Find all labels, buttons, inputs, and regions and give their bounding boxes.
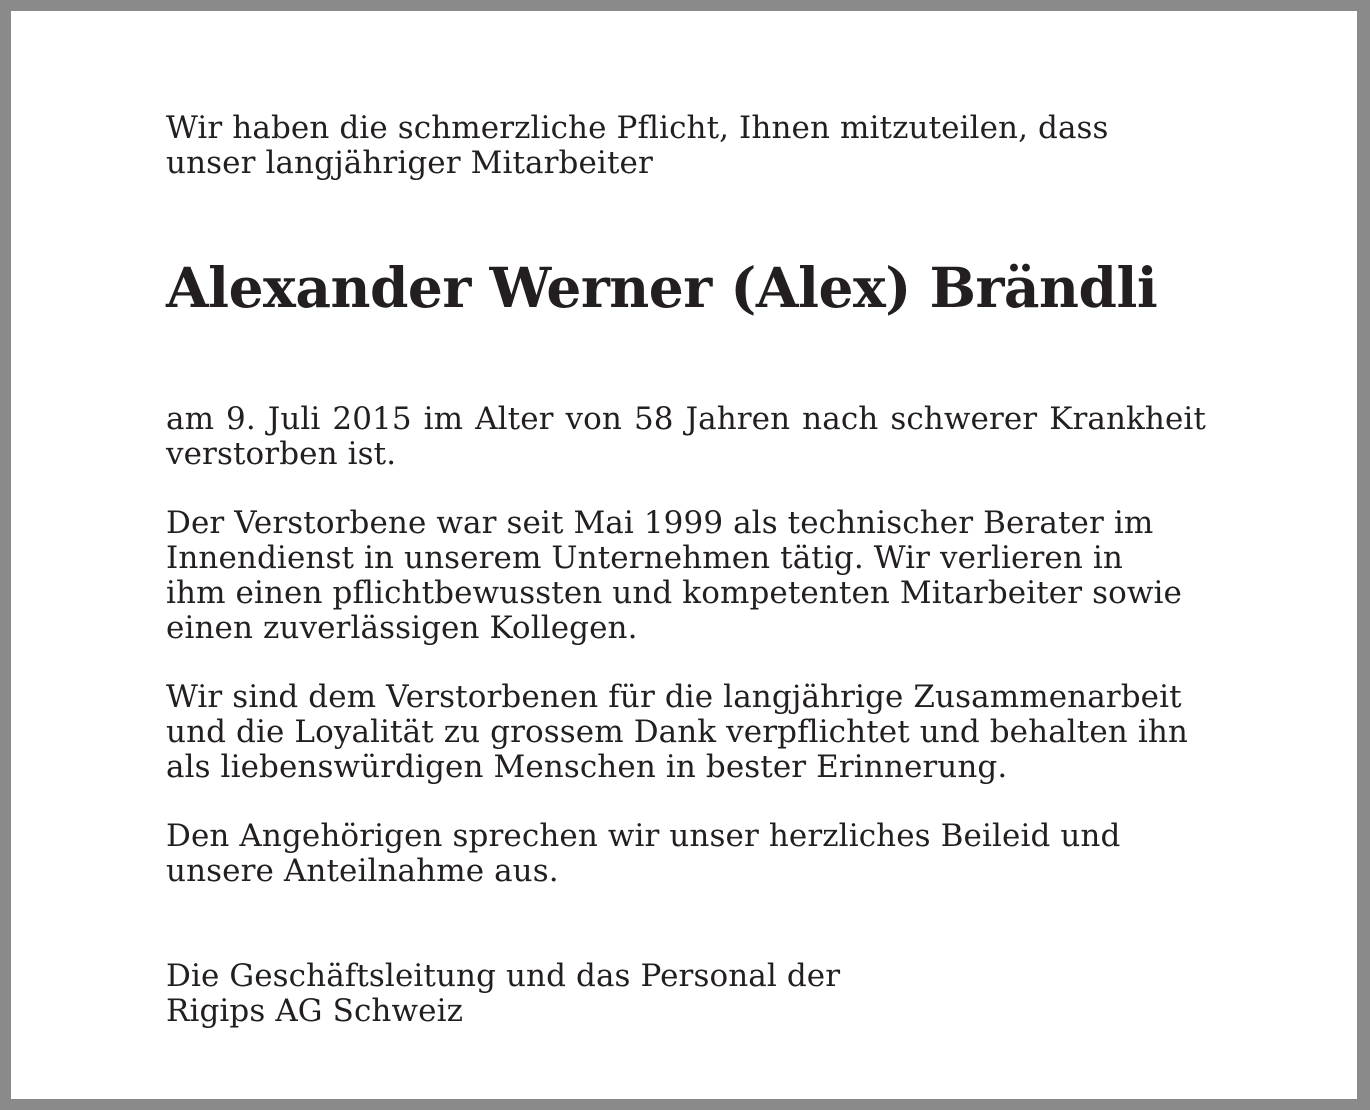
notice-page [11, 11, 1357, 1099]
career-line: einen zuverlässigen Kollegen. [166, 610, 638, 646]
gratitude-paragraph [166, 680, 1206, 785]
condolence-line: Den Angehörigen sprechen wir unser herzliches Beileid und [166, 818, 1121, 854]
name-block [166, 256, 1206, 320]
career-line: Innendienst in unserem Unternehmen tätig. Wir verlieren in [166, 540, 1123, 576]
intro-line: Wir haben die schmerzliche Pflicht, Ihnen mitzuteilen, dass [166, 110, 1109, 146]
career-paragraph [166, 506, 1206, 646]
gratitude-line: und die Loyalität zu grossem Dank verpflichtet und behalten ihn [166, 714, 1188, 750]
death-line: am 9. Juli 2015 im Alter von 58 Jahren nach schwerer Krankheit [166, 401, 1206, 437]
gratitude-line: Wir sind dem Verstorbenen für die langjährige Zusammenarbeit [166, 679, 1182, 715]
career-line: Der Verstorbene war seit Mai 1999 als technischer Berater im [166, 505, 1154, 541]
signature [166, 959, 1206, 1029]
death-paragraph [166, 402, 1206, 472]
gratitude-line: als liebenswürdigen Menschen in bester Erinnerung. [166, 749, 1008, 785]
notice-content [166, 111, 1206, 1029]
condolence-line: unsere Anteilnahme aus. [166, 853, 559, 889]
career-line: ihm einen pflichtbewussten und kompetenten Mitarbeiter sowie [166, 575, 1182, 611]
signature-line: Die Geschäftsleitung und das Personal der [166, 958, 841, 994]
condolence-paragraph [166, 819, 1206, 889]
intro-paragraph [166, 111, 1206, 181]
death-line: verstorben ist. [166, 436, 397, 472]
intro-line: unser langjähriger Mitarbeiter [166, 145, 653, 181]
signature-line: Rigips AG Schweiz [166, 993, 464, 1029]
deceased-name: Alexander Werner (Alex) Brändli [166, 255, 1158, 320]
